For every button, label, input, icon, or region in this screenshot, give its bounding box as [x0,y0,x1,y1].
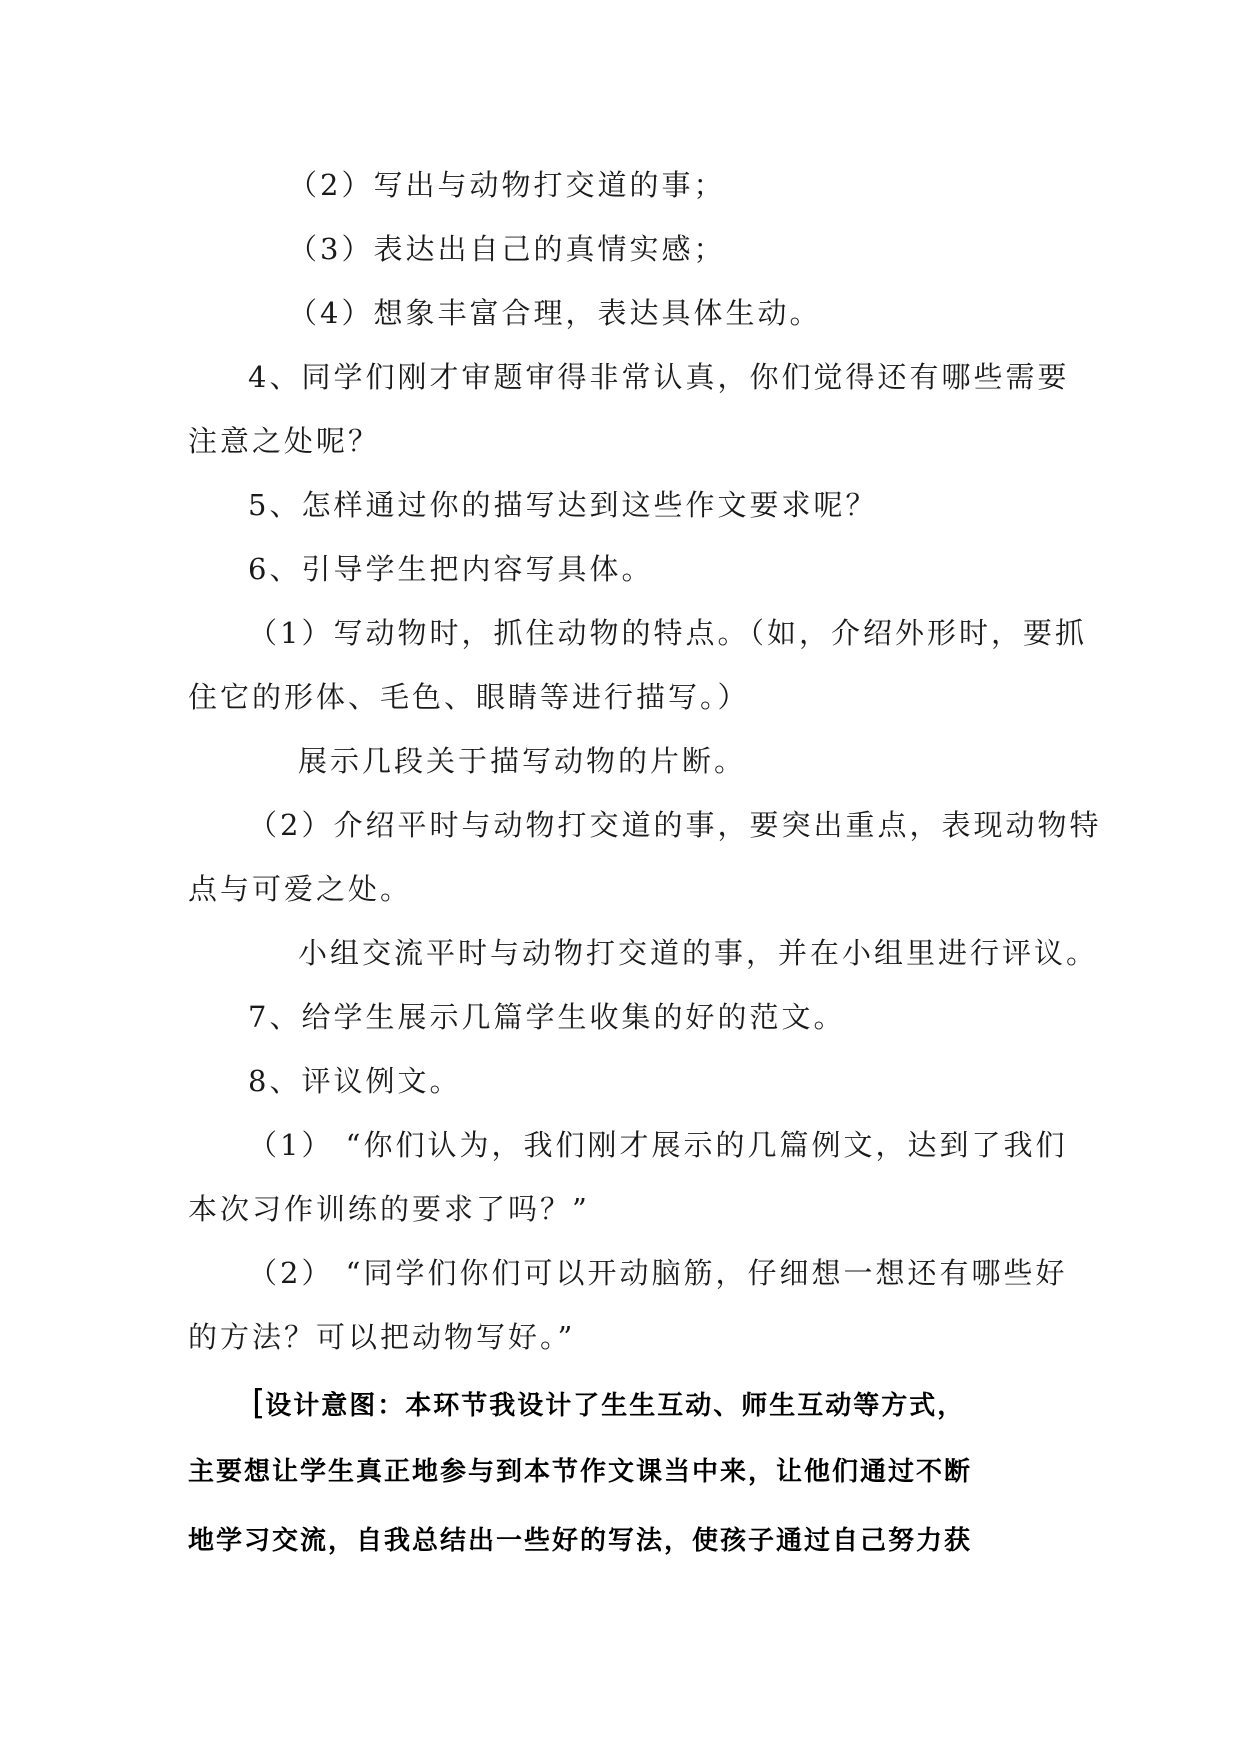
text-line-9: 住它的形体、毛色、眼睛等进行描写。） [188,680,750,714]
text-line-3: （4）想象丰富合理，表达具体生动。 [288,296,822,330]
text-line-14: 7、给学生展示几篇学生收集的好的范文。 [248,1000,846,1034]
text-line-2: （3）表达出自己的真情实感； [288,232,726,266]
text-line-8: （1）写动物时，抓住动物的特点。（如，介绍外形时，要抓 [248,616,1087,650]
design-note-line-1 [252,1383,965,1426]
text-line-4: 4、同学们刚才审题审得非常认真，你们觉得还有哪些需要 [248,360,1070,394]
text-line-12: 点与可爱之处。 [188,872,413,906]
text-line-1: （2）写出与动物打交道的事； [288,168,726,202]
text-line-10: 展示几段关于描写动物的片断。 [298,744,747,778]
text-line-17: 本次习作训练的要求了吗？” [188,1192,590,1226]
design-note-bracket: [ [252,1383,266,1423]
design-note-line-2: 主要想让学生真正地参与到本节作文课当中来，让他们通过不断 [188,1457,973,1487]
text-line-18: （2） “同学们你们可以开动脑筋，仔细想一想还有哪些好 [248,1256,1068,1290]
text-line-11: （2）介绍平时与动物打交道的事，要突出重点，表现动物特 [248,808,1102,842]
text-line-16: （1） “你们认为，我们刚才展示的几篇例文，达到了我们 [248,1128,1068,1162]
text-line-13: 小组交流平时与动物打交道的事，并在小组里进行评议。 [298,936,1099,970]
design-note-text-1: 设计意图：本环节我设计了生生互动、师生互动等方式， [265,1391,966,1421]
text-line-7: 6、引导学生把内容写具体。 [248,552,654,586]
text-line-6: 5、怎样通过你的描写达到这些作文要求呢？ [248,488,878,522]
text-line-5: 注意之处呢？ [188,424,381,458]
design-note-line-3: 地学习交流，自我总结出一些好的写法，使孩子通过自己努力获 [188,1526,973,1556]
text-line-15: 8、评议例文。 [248,1064,462,1098]
text-line-19: 的方法？可以把动物写好。” [188,1320,576,1354]
